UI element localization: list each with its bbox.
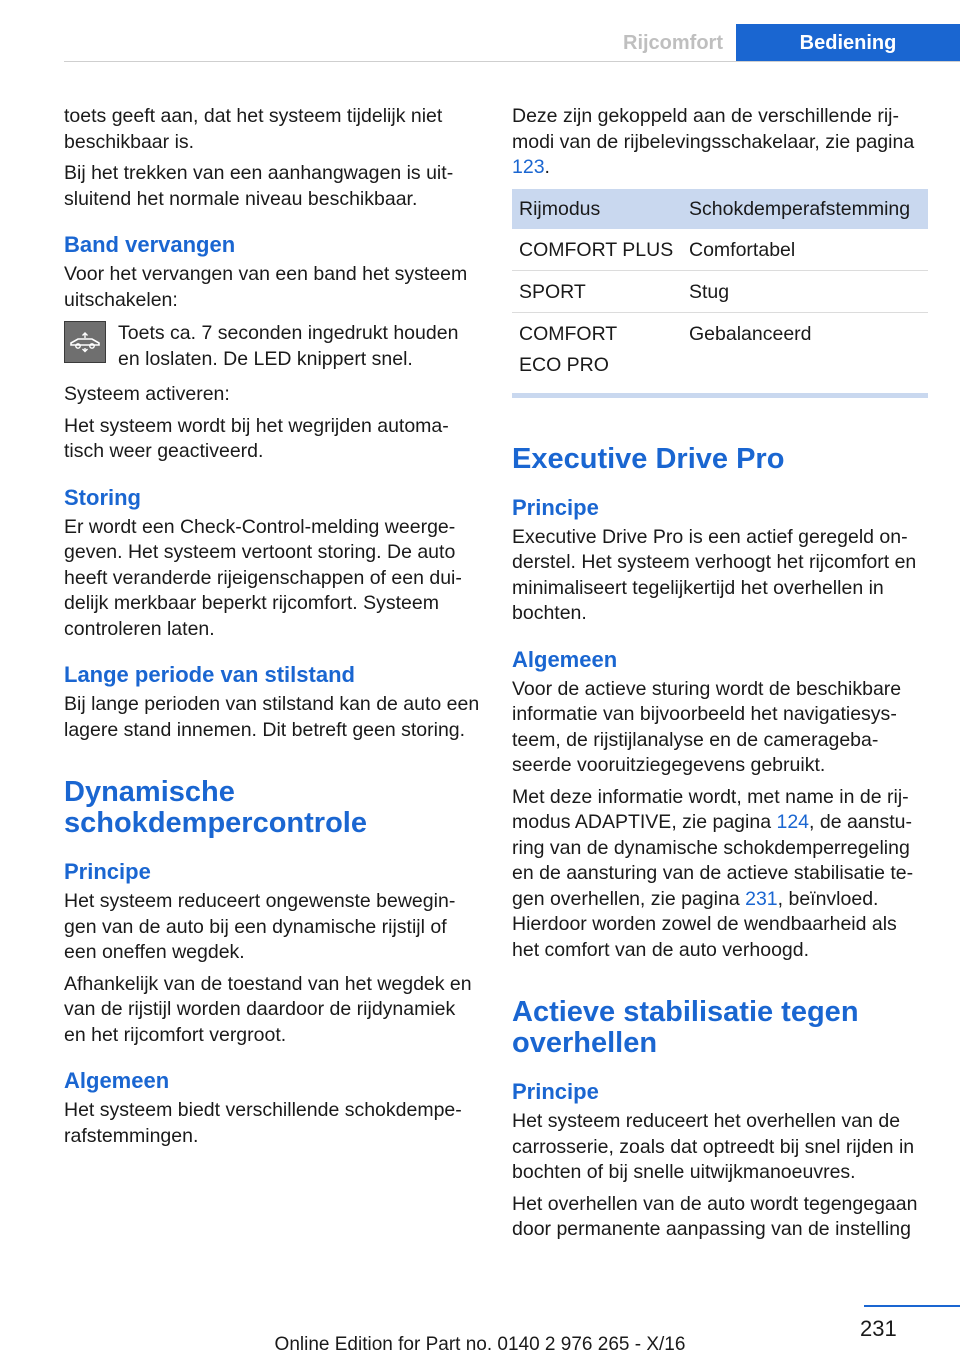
car-lift-icon [64,321,106,363]
paragraph: Voor het vervangen van een band het systeem uitschakelen: [64,263,468,311]
paragraph: Het systeem reduceert ongewenste bewegingen van de auto bij een dynamische rijstijl of een oneffen wegdek. [64,890,456,963]
paragraph: Er wordt een Check-Control-melding weergegeven. Het systeem vertoont storing. De auto heeft veranderde rijeigenschappen of een duidelijk merkbaar beperkt rijcomfort. Systeem controleren laten. [64,515,462,640]
paragraph: Het systeem wordt bij het wegrijden automatisch weer geactiveerd. [64,414,449,462]
table-cell: SPORT [512,270,682,312]
header-tabs [610,24,960,62]
page-link-231[interactable]: 231 [745,887,778,910]
tab-rijcomfort[interactable]: Rijcomfort [610,24,736,62]
table-row [512,229,928,271]
left-column [64,104,480,1155]
chapter-heading-dynamische: Dynamische schokdempercontrole [64,776,367,839]
table-cell: Comfortabel [682,229,928,271]
page-link-123[interactable]: 123 [512,156,545,178]
paragraph: Voor de actieve sturing wordt de beschikbare informatie van bijvoorbeeld het navigatiesysteem, de rijstijlanalyse en de cameragеbaseerde vooruitziegegevens gebruikt. [512,677,902,776]
paragraph: Het systeem biedt verschillende schokdemperafstemmingen. [64,1099,462,1147]
table-row [512,270,928,312]
table-cell: COMFORT PLUS [512,229,682,271]
table-end-bar [512,393,928,398]
section-heading-algemeen: Algemeen [64,1068,170,1093]
paragraph: Executive Drive Pro is een actief geregeld onderstel. Het systeem verhoogt het rijcomfort en minimaliseert tegelijkertijd het overhellen in bochten. [512,525,917,624]
instruction-text: Toets ca. 7 seconden ingedrukt houden en loslaten. De LED knippert snel. [118,322,459,370]
page-number: 231 [860,1316,897,1341]
paragraph: Systeem activeren: [64,383,230,405]
section-heading-principe: Principe [512,494,599,520]
instruction-row [64,321,480,372]
table-cell: Gebalanceerd [689,322,812,345]
paragraph: Met deze informatie wordt, met name in de rijmodus ADAPTIVE, zie pagina 124, de aansturing van de dynamische schokdemperregeling en de aansturing van de actieve stabilisatie tegen overhellen, zie pagina 231, beïnvloed. Hierdoor worden zowel de wendbaarheid als het comfort van de auto verhoogd. [512,785,914,961]
section-heading-algemeen: Algemeen [512,646,618,672]
table-header: Rijmodus [512,189,682,229]
section-heading-band-vervangen: Band vervangen [64,232,236,257]
paragraph: Het overhellen van de auto wordt tegengegaan door permanente aanpassing van de instelling [512,1192,918,1240]
section-heading-stilstand: Lange periode van stilstand [64,662,355,687]
paragraph: Bij lange perioden van stilstand kan de auto een lagere stand innemen. Dit betreft geen storing. [64,693,480,741]
paragraph: Het systeem reduceert het overhellen van de carrosserie, zoals dat optreedt bij snel rijden in bochten of bij snelle uitwijkmanoeuvres. [512,1110,915,1183]
paragraph: Deze zijn gekoppeld aan de verschillende rijmodi van de rijbelevingsschakelaar, zie pagina 123. [512,105,915,178]
paragraph: Bij het trekken van een aanhangwagen is uitsluitend het normale niveau beschikbaar. [64,162,454,210]
section-heading-storing: Storing [64,484,141,510]
section-heading-principe: Principe [512,1079,599,1104]
section-heading-principe: Principe [64,859,151,884]
table-header: Schokdemperafstemming [682,189,928,229]
page-link-124[interactable]: 124 [776,811,810,833]
footer-edition: Online Edition for Part no. 0140 2 976 265 - X/16 [274,1334,686,1355]
table-row [512,312,928,393]
chapter-heading-executive: Executive Drive Pro [512,442,785,475]
table-cell: Stug [682,270,928,312]
damper-table [512,189,928,393]
tab-bediening[interactable]: Bediening [736,24,960,62]
paragraph: toets geeft aan, dat het systeem tijdelijk niet beschikbaar is. [64,105,443,153]
paragraph: Afhankelijk van de toestand van het wegdek en van de rijstijl worden daardoor de rijdynamiek en het rijcomfort vergroot. [64,972,472,1046]
header-rule [64,61,960,62]
footer-rule [864,1305,960,1307]
table-cell: COMFORT ECO PRO [519,322,618,376]
right-column [512,104,928,1249]
chapter-heading-stabilisatie: Actieve stabilisatie tegen overhellen [512,996,859,1059]
table-header-row [512,189,928,229]
